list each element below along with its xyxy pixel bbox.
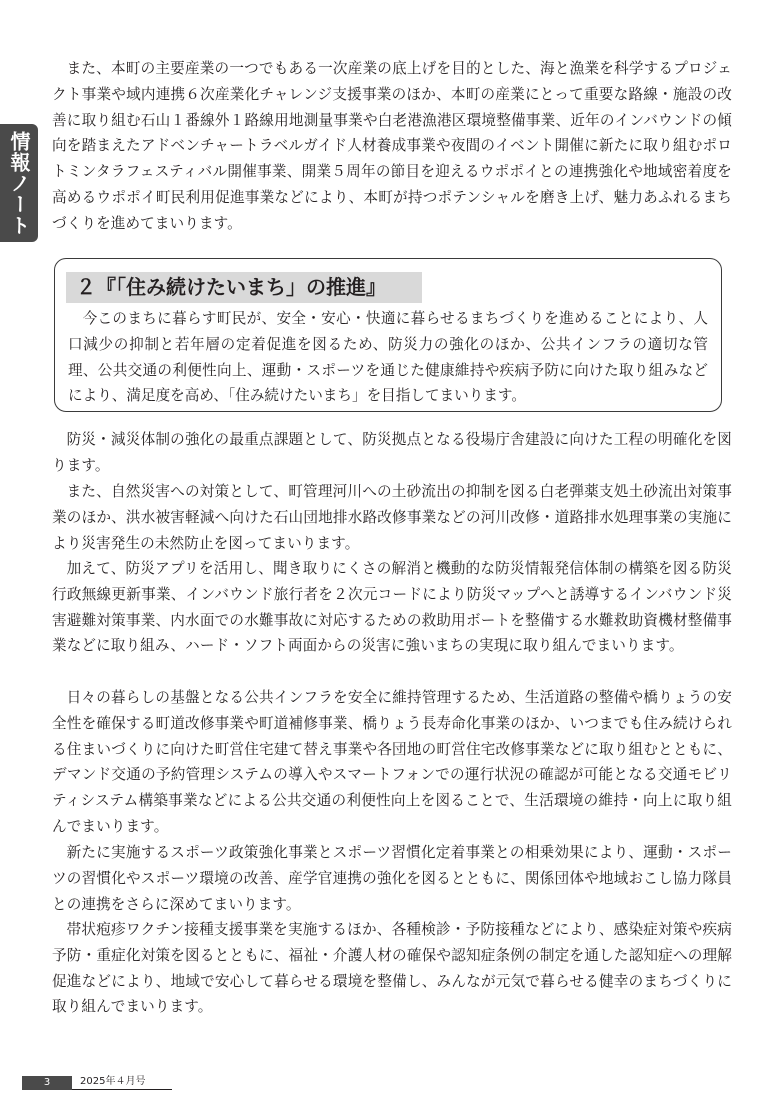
section-tab (0, 124, 38, 242)
issue-label: 2025年４月号 (80, 1076, 146, 1087)
body-paragraph-6: 新たに実施するスポーツ政策強化事業とスポーツ習慣化定着事業との相乗効果により、運動・スポーツの習慣化やスポーツ環境の改善、産学官連携の強化を図るとともに、関係団体や地域おこし協力隊員との連携をさらに深めてまいります。 (52, 844, 732, 913)
body-paragraph-4: 加えて、防災アプリを活用し、聞き取りにくさの解消と機動的な防災情報発信体制の構築を図る防災行政無線更新事業、インバウンド旅行者を２次元コードにより防災マップへと誘導するインバウンド災害避難対策事業、内水面での水難事故に対応するための救助用ボートを整備する水難救助資機材整備事業などに取り組み、ハード・ソフト両面からの災害に強いまちの実現に取り組んでまいります。 (52, 560, 732, 655)
body-paragraph-5: 日々の暮らしの基盤となる公共インフラを安全に維持管理するため、生活道路の整備や橋りょうの安全性を確保する町道改修事業や町道補修事業、橋りょう長寿命化事業のほか、いつまでも住み続けられる住まいづくりに向けた町営住宅建て替え事業や各団地の町営住宅改修事業などに取り組むとともに、デマンド交通の予約管理システムの導入やスマートフォンでの運行状況の確認が可能となる交通モビリティシステム構築事業などによる公共交通の利便性向上を図ることで、生活環境の維持・向上に取り組んでまいります。 (52, 689, 732, 835)
footer-divider (72, 1089, 172, 1090)
page-number: 3 (22, 1076, 72, 1090)
section-heading: ２『「住み続けたいまち」の推進』 (66, 272, 422, 303)
body-paragraph-2: 防災・減災体制の強化の最重点課題として、防災拠点となる役場庁舎建設に向けた工程の明確化を図ります。 (52, 431, 732, 474)
section-tab-label: 情報ノート (7, 130, 31, 236)
body-paragraph-1: また、本町の主要産業の一つでもある一次産業の底上げを目的とした、海と漁業を科学するプロジェクト事業や域内連携６次産業化チャレンジ支援事業のほか、本町の産業にとって重要な路線・施設の改善に取り組む石山１番線外１路線用地測量事業や白老港漁港区環境整備事業、近年のインバウンドの傾向を踏まえたアドベンチャートラベルガイド人材養成事業や夜間のイベント開催に新たに取り組むポロトミンタラフェスティバル開催事業、開業５周年の節目を迎えるウポポイとの連携強化や地域密着度を高めるウポポイ町民利用促進事業などにより、本町が持つポテンシャルを磨き上げ、魅力あふれるまちづくりを進めてまいります。 (52, 60, 732, 232)
section-summary: 今このまちに暮らす町民が、安全・安心・快適に暮らせるまちづくりを進めることにより、人口減少の抑制と若年層の定着促進を図るため、防災力の強化のほか、公共インフラの適切な管理、公共交通の利便性向上、運動・スポーツを通じた健康維持や疾病予防に向けた取り組みなどにより、満足度を高め、「住み続けたいまち」を目指してまいります。 (68, 310, 708, 405)
body-paragraph-7: 帯状疱疹ワクチン接種支援事業を実施するほか、各種検診・予防接種などにより、感染症対策や疾病予防・重症化対策を図るとともに、福祉・介護人材の確保や認知症条例の制定を通した認知症への理解促進などにより、地域で安心して暮らせる環境を整備し、みんなが元気で暮らせる健幸のまちづくりに取り組んでまいります。 (52, 921, 732, 1016)
body-paragraph-3: また、自然災害への対策として、町管理河川への土砂流出の抑制を図る白老弾薬支処土砂流出対策事業のほか、洪水被害軽減へ向けた石山団地排水路改修事業などの河川改修・道路排水処理事業の実施により災害発生の未然防止を図ってまいります。 (52, 483, 732, 552)
